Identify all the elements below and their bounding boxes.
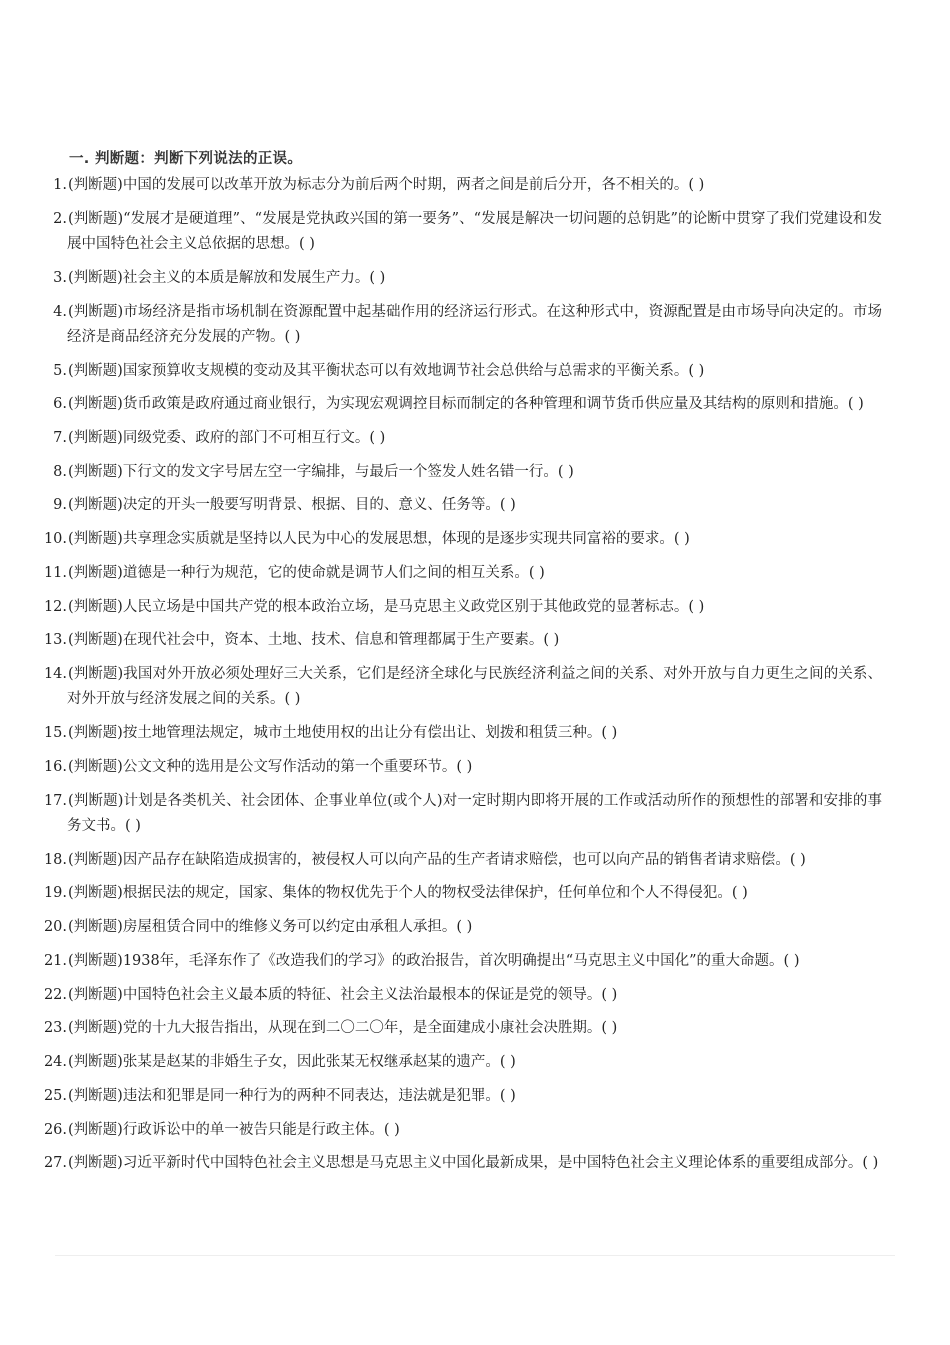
- question-body: [67, 595, 882, 620]
- question-text: 违法和犯罪是同一种行为的两种不同表达，违法就是犯罪。( ): [122, 1087, 516, 1104]
- question-number: 11.: [43, 564, 67, 581]
- question-item: [40, 493, 882, 518]
- question-type-tag: (判断题): [68, 1020, 123, 1037]
- question-text: 中国的发展可以改革开放为标志分为前后两个时期，两者之间是前后分开，各不相关的。( ): [122, 177, 705, 193]
- question-text: 道德是一种行为规范，它的使命就是调节人们之间的相互关系。( ): [122, 564, 545, 581]
- question-body: [67, 173, 882, 198]
- question-item: [40, 527, 882, 552]
- question-type-tag: (判断题): [68, 666, 124, 683]
- question-text: 国家预算收支规模的变动及其平衡状态可以有效地调节社会总供给与总需求的平衡关系。( ): [122, 362, 705, 379]
- question-type-tag: (判断题): [68, 564, 123, 581]
- question-number: 5.: [53, 362, 67, 379]
- question-type-tag: (判断题): [68, 497, 123, 514]
- question-text: 共享理念实质就是坚持以人民为中心的发展思想，体现的是逐步实现共同富裕的要求。( ): [122, 531, 690, 548]
- question-type-tag: (判断题): [68, 463, 123, 480]
- question-body: [67, 460, 882, 485]
- question-text: 因产品存在缺陷造成损害的，被侵权人可以向产品的生产者请求赔偿，也可以向产品的销售者请求赔偿。( ): [122, 851, 806, 868]
- question-type-tag: (判断题): [68, 531, 123, 548]
- question-item: [40, 983, 882, 1008]
- question-text: 房屋租赁合同中的维修义务可以约定由承租人承担。( ): [122, 919, 473, 936]
- question-type-tag: (判断题): [68, 758, 123, 775]
- section-title: 一. 判断题：判断下列说法的正误。: [69, 151, 303, 167]
- question-item: [40, 173, 882, 198]
- question-body: [67, 527, 882, 552]
- question-item: [40, 848, 882, 873]
- question-item: [40, 1118, 882, 1143]
- question-text: 根据民法的规定，国家、集体的物权优先于个人的物权受法律保护，任何单位和个人不得侵犯。( ): [122, 885, 748, 902]
- question-number: 26.: [43, 1121, 67, 1138]
- question-text: 决定的开头一般要写明背景、根据、目的、意义、任务等。( ): [122, 497, 516, 514]
- question-body: [67, 300, 882, 351]
- question-text: 社会主义的本质是解放和发展生产力。( ): [122, 269, 386, 286]
- question-list: [40, 173, 882, 1185]
- question-body: [67, 721, 882, 746]
- question-type-tag: (判断题): [68, 851, 123, 868]
- question-number: 24.: [43, 1054, 67, 1071]
- question-number: 4.: [53, 303, 67, 320]
- question-item: [40, 662, 882, 713]
- question-body: [67, 561, 882, 586]
- question-number: 21.: [43, 952, 67, 969]
- question-item: [40, 721, 882, 746]
- question-type-tag: (判断题): [68, 210, 124, 227]
- question-number: 6.: [53, 396, 67, 413]
- question-number: 14.: [43, 666, 67, 683]
- question-type-tag: (判断题): [68, 632, 123, 649]
- question-item: [40, 789, 882, 840]
- question-number: 10.: [43, 531, 67, 548]
- question-item: [40, 561, 882, 586]
- question-number: 17.: [43, 792, 67, 809]
- question-body: [67, 426, 882, 451]
- question-text: 1938年，毛泽东作了《改造我们的学习》的政治报告，首次明确提出“马克思主义中国化”的重大命题。( ): [122, 952, 800, 969]
- question-type-tag: (判断题): [68, 269, 123, 286]
- question-body: [67, 949, 882, 974]
- question-type-tag: (判断题): [68, 1121, 123, 1138]
- question-type-tag: (判断题): [68, 792, 124, 809]
- question-text: 计划是各类机关、社会团体、企事业单位(或个人)对一定时期内即将开展的工作或活动所作的预想性的部署和安排的事务文书。( ): [67, 792, 882, 834]
- question-number: 13.: [43, 632, 67, 649]
- question-number: 15.: [43, 725, 67, 742]
- question-item: [40, 426, 882, 451]
- question-type-tag: (判断题): [68, 430, 123, 446]
- question-item: [40, 949, 882, 974]
- question-item: [40, 1084, 882, 1109]
- question-type-tag: (判断题): [68, 362, 123, 379]
- question-body: [67, 207, 882, 258]
- question-body: [67, 1118, 882, 1143]
- question-type-tag: (判断题): [68, 725, 123, 742]
- question-body: [67, 662, 882, 713]
- question-type-tag: (判断题): [68, 1087, 123, 1104]
- question-body: [67, 881, 882, 906]
- question-number: 2.: [53, 210, 67, 227]
- question-text: 张某是赵某的非婚生子女，因此张某无权继承赵某的遗产。( ): [122, 1054, 516, 1071]
- question-type-tag: (判断题): [68, 396, 123, 413]
- question-item: [40, 392, 882, 417]
- question-number: 20.: [43, 919, 67, 936]
- question-number: 27.: [43, 1155, 67, 1172]
- question-item: [40, 1016, 882, 1041]
- question-body: [67, 848, 882, 873]
- question-number: 8.: [53, 463, 67, 480]
- question-number: 18.: [43, 851, 67, 868]
- question-item: [40, 1050, 882, 1075]
- question-text: 公文文种的选用是公文写作活动的第一个重要环节。( ): [122, 758, 473, 775]
- question-text: 在现代社会中，资本、土地、技术、信息和管理都属于生产要素。( ): [122, 632, 560, 649]
- question-type-tag: (判断题): [68, 177, 123, 193]
- question-type-tag: (判断题): [68, 303, 124, 320]
- question-number: 19.: [43, 885, 67, 902]
- question-type-tag: (判断题): [68, 919, 123, 936]
- question-body: [67, 1050, 882, 1075]
- question-type-tag: (判断题): [68, 1054, 123, 1071]
- question-body: [67, 628, 882, 653]
- question-body: [67, 392, 882, 417]
- question-text: 行政诉讼中的单一被告只能是行政主体。( ): [122, 1121, 400, 1138]
- question-number: 1.: [53, 177, 67, 193]
- question-text: 同级党委、政府的部门不可相互行文。( ): [122, 430, 386, 446]
- question-number: 25.: [43, 1087, 67, 1104]
- question-type-tag: (判断题): [68, 885, 123, 902]
- question-body: [67, 983, 882, 1008]
- question-number: 7.: [53, 430, 67, 446]
- question-body: [67, 359, 882, 384]
- question-number: 22.: [43, 986, 67, 1003]
- footer-divider: [55, 1255, 895, 1256]
- question-item: [40, 881, 882, 906]
- question-item: [40, 628, 882, 653]
- question-type-tag: (判断题): [68, 1155, 123, 1172]
- question-type-tag: (判断题): [68, 986, 123, 1003]
- question-text: 货币政策是政府通过商业银行，为实现宏观调控目标而制定的各种管理和调节货币供应量及其结构的原则和措施。( ): [122, 396, 864, 413]
- question-text: “发展才是硬道理”、“发展是党执政兴国的第一要务”、“发展是解决一切问题的总钥匙”的论断中贯穿了我们党建设和发展中国特色社会主义总依据的思想。( ): [67, 210, 882, 253]
- question-item: [40, 595, 882, 620]
- question-text: 按土地管理法规定，城市土地使用权的出让分有偿出让、划拨和租赁三种。( ): [122, 725, 618, 742]
- question-item: [40, 915, 882, 940]
- question-item: [40, 359, 882, 384]
- question-item: [40, 300, 882, 351]
- question-item: [40, 1151, 882, 1176]
- question-text: 我国对外开放必须处理好三大关系，它们是经济全球化与民族经济利益之间的关系、对外开放与自力更生之间的关系、对外开放与经济发展之间的关系。( ): [67, 666, 882, 708]
- question-text: 人民立场是中国共产党的根本政治立场，是马克思主义政党区别于其他政党的显著标志。( ): [122, 598, 705, 615]
- question-body: [67, 266, 882, 291]
- question-item: [40, 755, 882, 780]
- question-body: [67, 1084, 882, 1109]
- question-number: 9.: [53, 497, 67, 514]
- question-text: 下行文的发文字号居左空一字编排，与最后一个签发人姓名错一行。( ): [122, 463, 574, 480]
- question-item: [40, 460, 882, 485]
- question-body: [67, 789, 882, 840]
- question-item: [40, 266, 882, 291]
- question-text: 习近平新时代中国特色社会主义思想是马克思主义中国化最新成果，是中国特色社会主义理论体系的重要组成部分。( ): [122, 1155, 879, 1172]
- question-body: [67, 755, 882, 780]
- question-text: 中国特色社会主义最本质的特征、社会主义法治最根本的保证是党的领导。( ): [122, 986, 618, 1003]
- question-number: 16.: [43, 758, 67, 775]
- question-body: [67, 1151, 882, 1176]
- question-text: 市场经济是指市场机制在资源配置中起基础作用的经济运行形式。在这种形式中，资源配置是由市场导向决定的。市场经济是商品经济充分发展的产物。( ): [67, 303, 882, 345]
- question-text: 党的十九大报告指出，从现在到二〇二〇年，是全面建成小康社会决胜期。( ): [122, 1020, 618, 1037]
- question-body: [67, 1016, 882, 1041]
- question-item: [40, 207, 882, 258]
- question-number: 23.: [43, 1020, 67, 1037]
- question-type-tag: (判断题): [68, 952, 123, 969]
- question-body: [67, 915, 882, 940]
- question-number: 12.: [43, 598, 67, 615]
- question-number: 3.: [53, 269, 67, 286]
- question-body: [67, 493, 882, 518]
- question-type-tag: (判断题): [68, 598, 123, 615]
